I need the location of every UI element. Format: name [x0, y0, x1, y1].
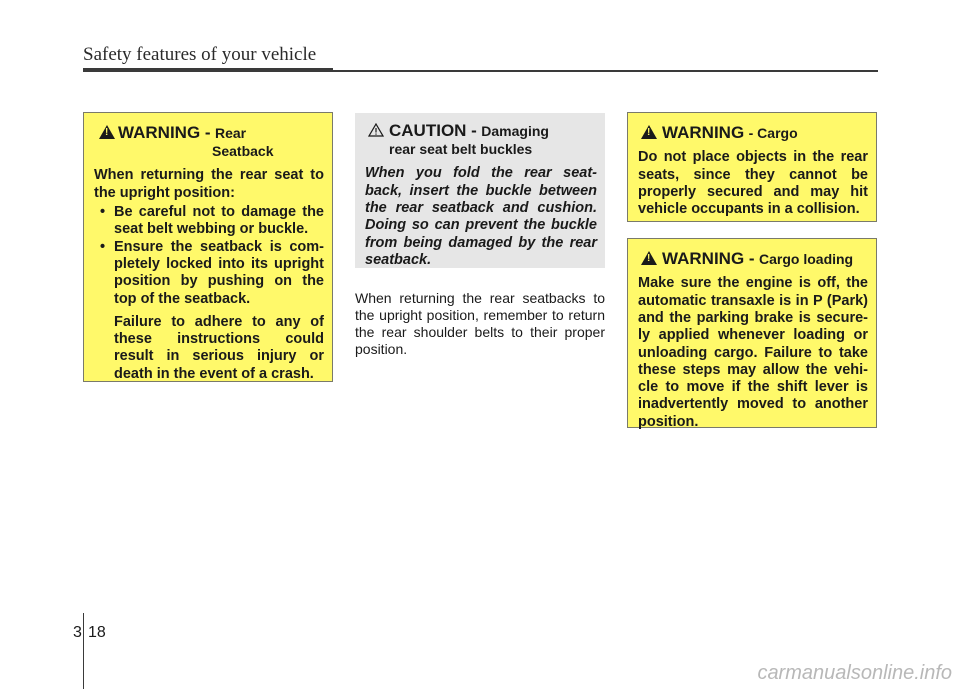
caution-body: When you fold the rear seat-back, insert the buckle between the rear seatback and cushion. Doing so can prevent the buckle from being damaged by the rear seatback. [365, 165, 597, 268]
watermark: carmanualsonline.info [757, 662, 952, 684]
warning-subject: Cargo loading [759, 251, 854, 267]
footer-divider [83, 613, 84, 689]
warning-subject: Rear [215, 125, 247, 141]
warning-body: Do not place objects in the rear seats, since they cannot be properly secured and may hit vehicle occupants in a collision. [638, 149, 868, 218]
warning-icon [99, 125, 115, 139]
main-paragraph: When returning the rear seatbacks to the upright position, remember to return the rear shoulder belts to their proper position. [355, 290, 605, 357]
warning-box-cargo [627, 112, 877, 222]
warning-box-rear-seatback [83, 112, 333, 382]
warning-icon [641, 251, 657, 265]
caution-icon [368, 123, 384, 137]
warning-closing: Failure to adhere to any of these instructions could result in serious injury or death in the event of a crash. [114, 313, 324, 382]
warning-bullet: • Be careful not to damage the seat belt webbing or buckle. [94, 204, 324, 239]
warning-label: WARNING [662, 123, 745, 142]
warning-subject: - Cargo [748, 125, 798, 141]
warning-icon [641, 125, 657, 139]
caution-label: CAUTION - [389, 121, 477, 140]
page-number: 18 [88, 624, 106, 641]
chapter-number: 3 [73, 624, 82, 641]
warning-intro: When returning the rear seat to the upright position: [94, 167, 324, 201]
warning-bullet: • Ensure the seatback is com-pletely locked into its upright position by pushing on the top of the seatback. [94, 239, 324, 308]
warning-box-cargo-loading [627, 238, 877, 428]
warning-subject-line2: Seatback [212, 143, 274, 160]
caution-subject: Damaging [481, 123, 549, 139]
header-rule-thin [333, 70, 878, 72]
caution-box-buckles [355, 113, 605, 268]
header-rule-thick [83, 68, 333, 72]
warning-label: WARNING - [118, 123, 211, 142]
page-header-title: Safety features of your vehicle [83, 44, 317, 65]
caution-subject-line2: rear seat belt buckles [389, 141, 533, 158]
warning-label: WARNING - [662, 249, 755, 268]
warning-body: Make sure the engine is off, the automatic transaxle is in P (Park) and the parking brake is secure-ly applied whenever loading or unloading cargo. Failure to take these steps may allow the vehi-cle to move if the shift lever is inadvertently moved to another position. [638, 275, 868, 430]
